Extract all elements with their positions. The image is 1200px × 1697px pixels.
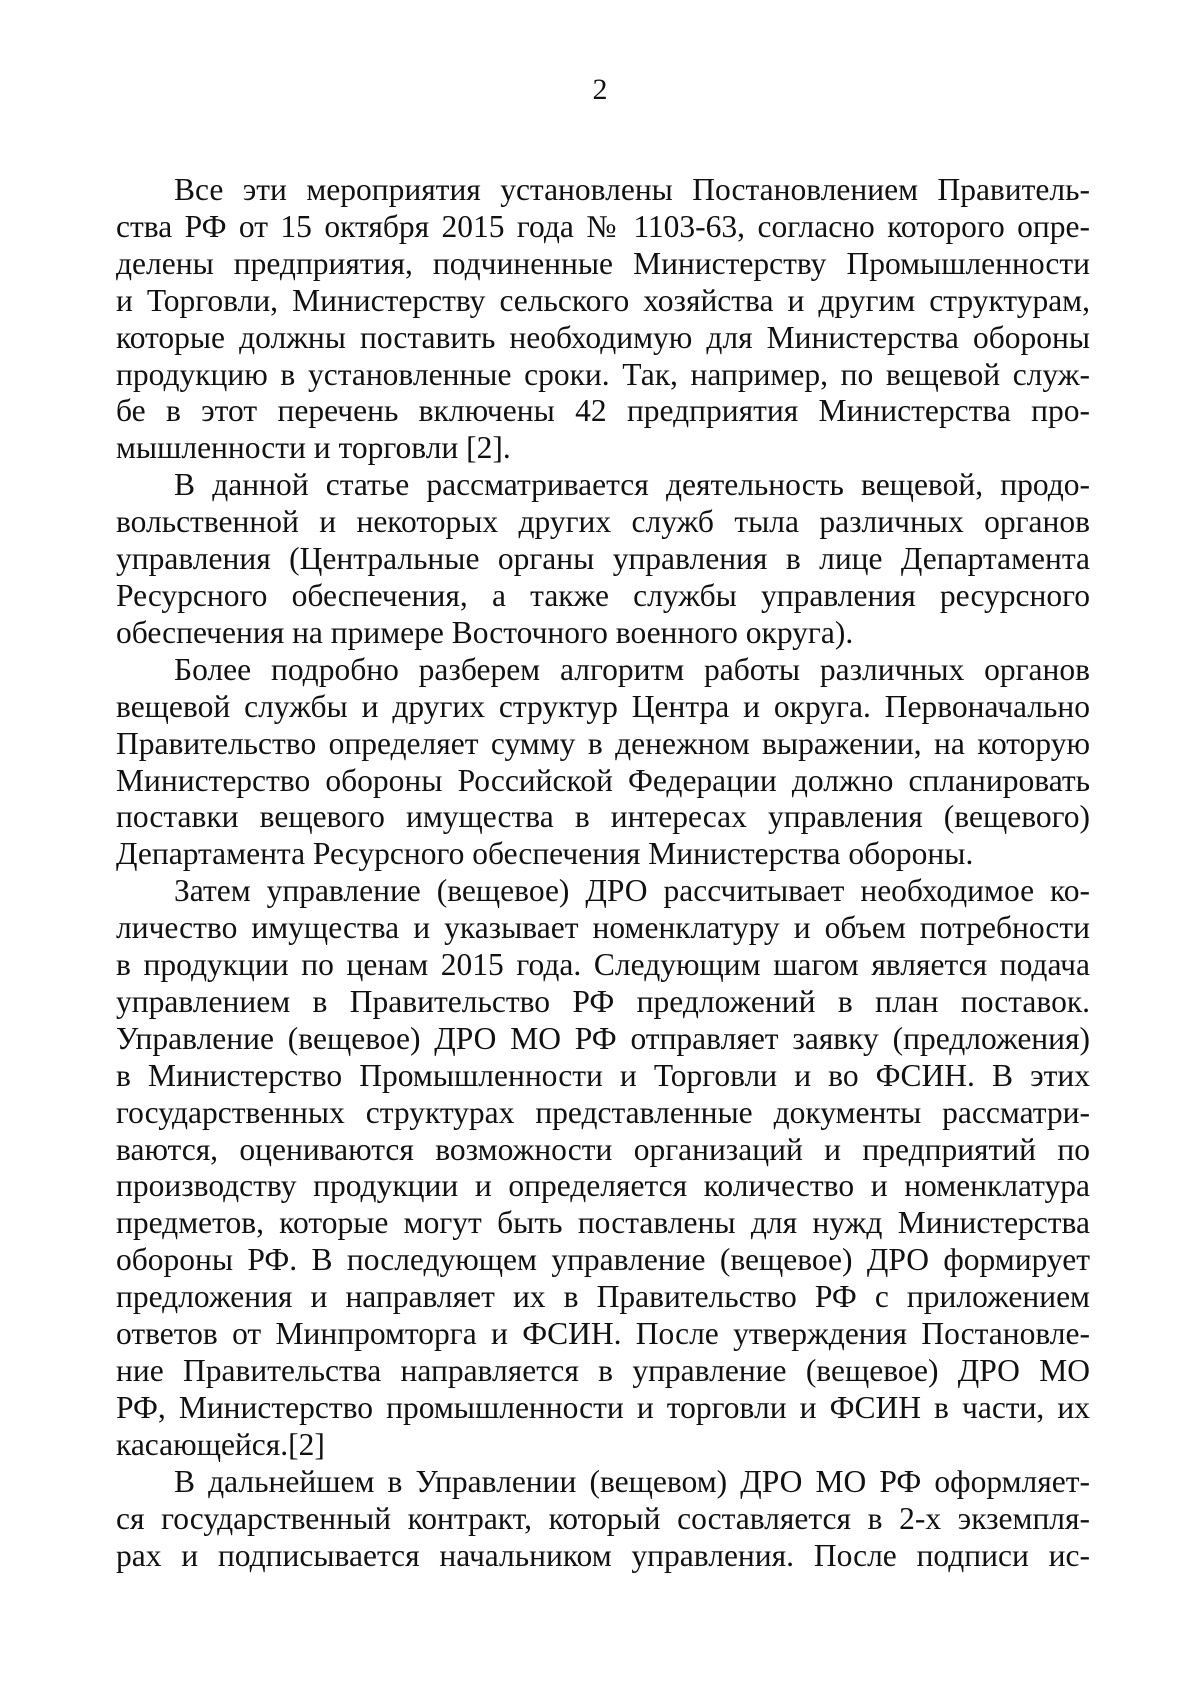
text-line: Ресурсного обеспечения, а также службы управления ресурсного <box>116 577 1090 613</box>
text-line: В данной статье рассматривается деятельность вещевой, продо- <box>174 467 1090 503</box>
paragraph-4 <box>116 873 1090 1464</box>
text-line: в Министерство Промышленности и Торговли и во ФСИН. В этих <box>116 1057 1090 1093</box>
paragraph-5 <box>116 1464 1090 1575</box>
text-line: поставки вещевого имущества в интересах управления (вещевого) <box>116 799 1090 835</box>
text-line: обеспечения на примере Восточного военного округа). <box>116 614 854 650</box>
text-line: ся государственный контракт, который составляется в 2-х экземпля- <box>116 1500 1090 1536</box>
text-line: Министерство обороны Российской Федерации должно спланировать <box>116 762 1090 798</box>
text-line: которые должны поставить необходимую для Министерства обороны <box>116 319 1090 355</box>
text-line: продукцию в установленные сроки. Так, например, по вещевой служ- <box>116 356 1090 392</box>
text-line: касающейся.[2] <box>116 1426 325 1462</box>
text-line: и Торговли, Министерству сельского хозяйства и другим структурам, <box>116 282 1090 318</box>
text-line: Департамента Ресурсного обеспечения Министерства обороны. <box>116 836 974 872</box>
text-line: Более подробно разберем алгоритм работы различных органов <box>174 651 1090 687</box>
text-line: предложения и направляет их в Правительство РФ с приложением <box>116 1279 1090 1315</box>
text-line: личество имущества и указывает номенклатуру и объем потребности <box>116 910 1090 946</box>
text-line: В дальнейшем в Управлении (вещевом) ДРО МО РФ оформляет- <box>174 1463 1090 1499</box>
page-number: 2 <box>592 73 608 106</box>
paragraph-3 <box>116 652 1090 873</box>
text-line: государственных структурах представленные документы рассматри- <box>116 1094 1090 1130</box>
document-body <box>116 172 1090 1574</box>
text-line: РФ, Министерство промышленности и торговли и ФСИН в части, их <box>116 1389 1090 1425</box>
text-line: вольственной и некоторых других служб тыла различных органов <box>116 504 1090 540</box>
text-line: управления (Центральные органы управления в лице Департамента <box>116 541 1090 577</box>
text-line: рах и подписывается начальником управления. После подписи ис- <box>116 1537 1090 1573</box>
text-line: вещевой службы и других структур Центра и округа. Первоначально <box>116 688 1090 724</box>
text-line: обороны РФ. В последующем управление (вещевое) ДРО формирует <box>116 1242 1090 1278</box>
text-line: ваются, оцениваются возможности организаций и предприятий по <box>116 1131 1090 1167</box>
text-line: в продукции по ценам 2015 года. Следующим шагом является подача <box>116 947 1090 983</box>
text-line: производству продукции и определяется количество и номенклатура <box>116 1168 1090 1204</box>
text-line: бе в этот перечень включены 42 предприятия Министерства про- <box>116 393 1090 429</box>
text-line: мышленности и торговли [2]. <box>116 430 511 466</box>
text-line: Правительство определяет сумму в денежном выражении, на которую <box>116 725 1090 761</box>
text-line: предметов, которые могут быть поставлены для нужд Министерства <box>116 1205 1090 1241</box>
text-line: Затем управление (вещевое) ДРО рассчитывает необходимое ко- <box>174 873 1090 909</box>
paragraph-1 <box>116 172 1090 467</box>
text-line: Все эти мероприятия установлены Постановлением Правитель- <box>174 172 1090 207</box>
text-line: ства РФ от 15 октября 2015 года № 1103-63, согласно которого опре- <box>116 208 1090 244</box>
text-line: управлением в Правительство РФ предложений в план поставок. <box>116 983 1090 1019</box>
paragraph-2 <box>116 467 1090 652</box>
text-line: делены предприятия, подчиненные Министерству Промышленности <box>116 245 1090 281</box>
text-line: ние Правительства направляется в управление (вещевое) ДРО МО <box>116 1353 1090 1388</box>
text-line: Управление (вещевое) ДРО МО РФ отправляет заявку (предложения) <box>116 1020 1090 1056</box>
text-line: ответов от Минпромторга и ФСИН. После утверждения Постановле- <box>116 1316 1090 1352</box>
